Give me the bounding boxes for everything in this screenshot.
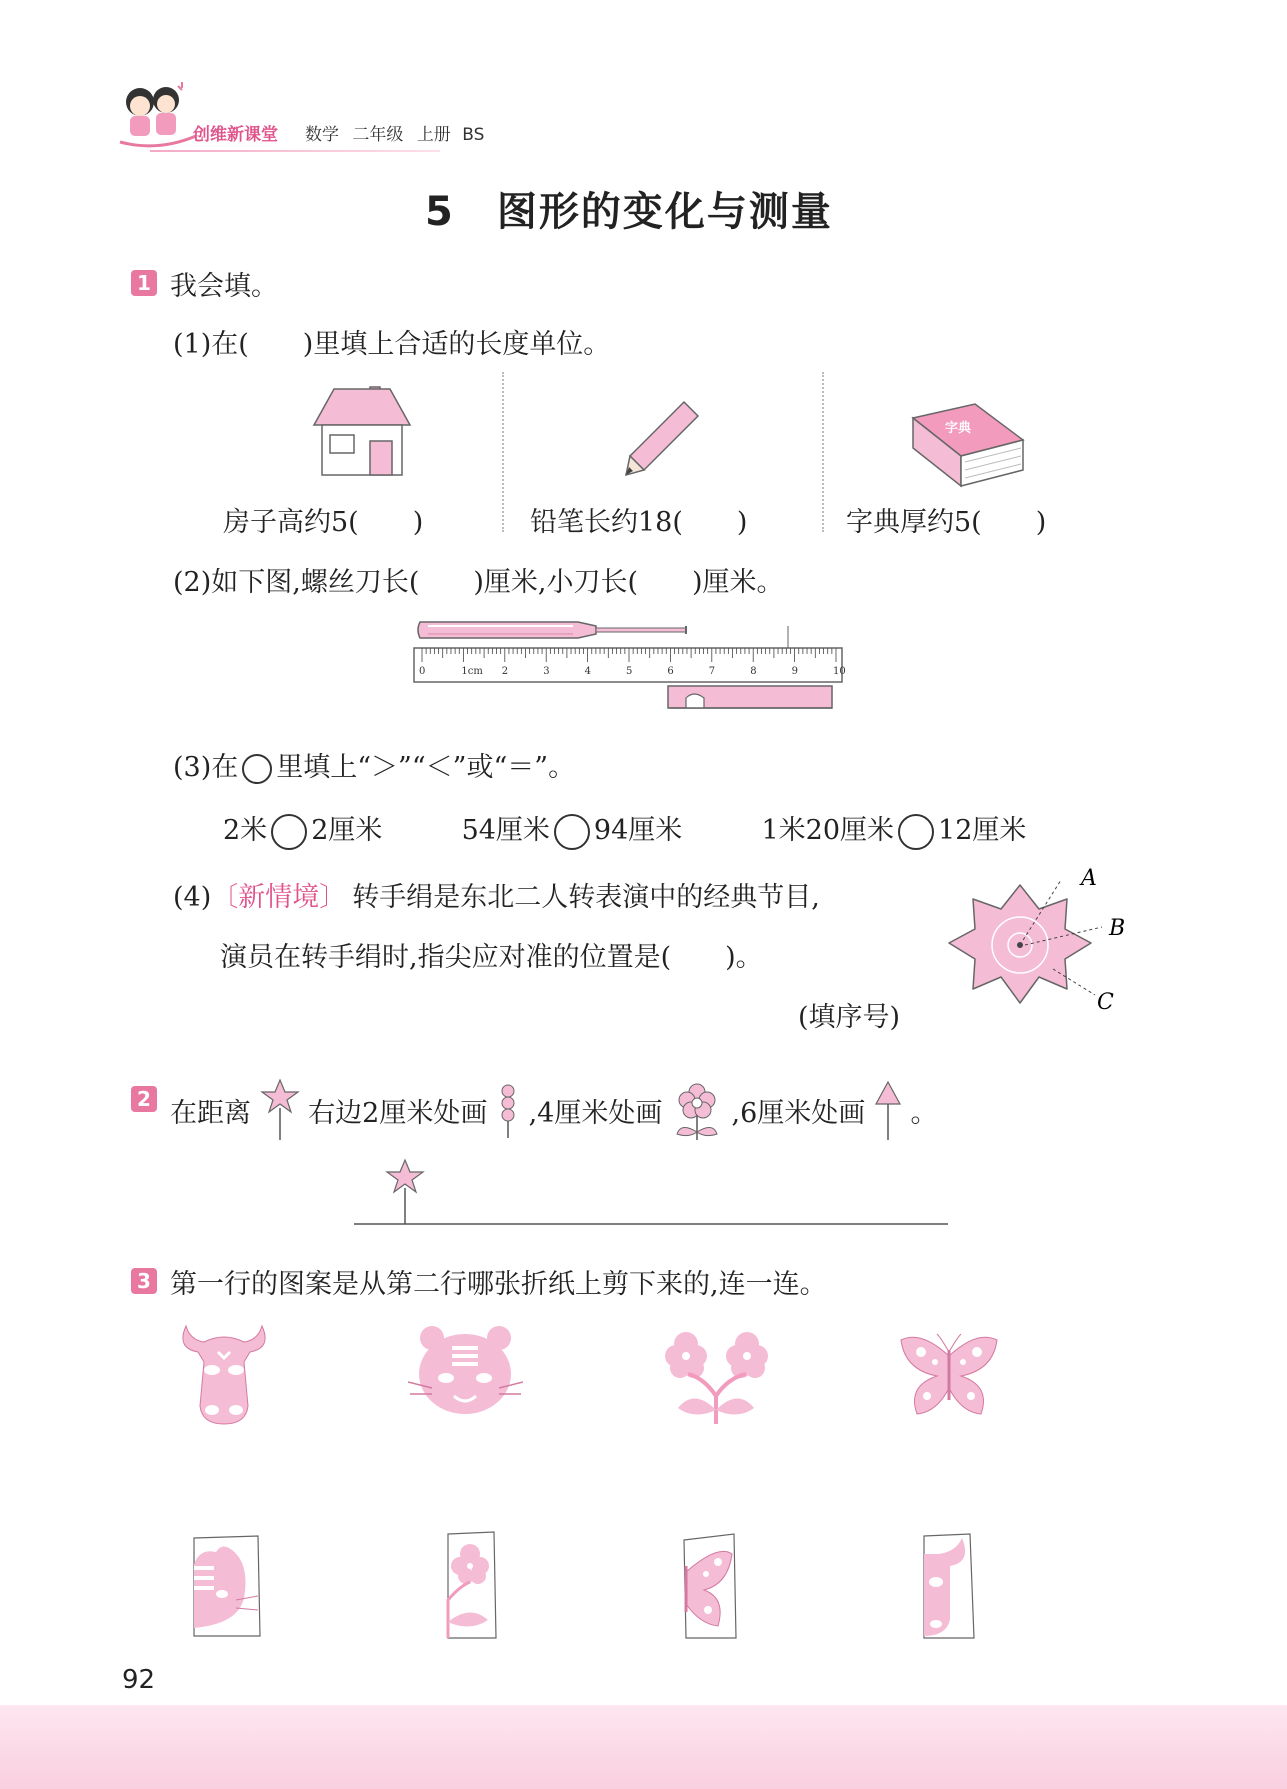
tiger-half-fold[interactable]: [192, 1534, 262, 1638]
page-number: 92: [122, 1665, 156, 1695]
divider: [822, 372, 824, 532]
q1-part4-text1: 转手绢是东北二人转表演中的经典节目,: [352, 882, 820, 913]
question-number-2: 2: [131, 1086, 157, 1112]
ruler-diagram: [408, 612, 848, 718]
ox-papercut[interactable]: [172, 1322, 277, 1426]
header-subject: [305, 120, 484, 145]
header-rule: [150, 150, 440, 152]
label-c: C: [1097, 990, 1114, 1010]
edition: BS: [462, 125, 485, 145]
q1-part4-line2: 演员在转手绢时,指尖应对准的位置是( )。: [220, 942, 763, 973]
q1-part1-text: (1)在( )里填上合适的长度单位。: [173, 329, 611, 360]
house-icon: [312, 383, 412, 478]
pencil-icon: [622, 398, 702, 478]
ruler-tick-label: 10: [833, 666, 846, 677]
ruler-tick-label: 4: [584, 666, 591, 677]
butterfly-half-fold[interactable]: [682, 1532, 740, 1640]
house-height-blank: 房子高约5( ): [223, 507, 424, 538]
ox-half-fold[interactable]: [922, 1532, 980, 1640]
ruler-tick-label: 7: [708, 666, 716, 677]
label-a: A: [1081, 866, 1097, 891]
ruler-tick-label: 3: [543, 666, 550, 677]
q2-text-4: ,6厘米处画: [731, 1098, 866, 1129]
question-number-1: 1: [131, 270, 157, 296]
screwdriver-icon: [418, 622, 686, 638]
compare-circle-icon: [242, 754, 272, 784]
ruler-tick-label: 6: [667, 666, 674, 677]
mascot-kids-icon: [118, 80, 198, 155]
q1-part4-prefix: (4): [173, 882, 212, 913]
comparison-row: [223, 808, 1026, 850]
butterfly-papercut[interactable]: [897, 1330, 1002, 1422]
compare-right-1: 2厘米: [311, 815, 383, 846]
question-2-text: [170, 1078, 937, 1142]
handkerchief-diagram: [945, 865, 1140, 1010]
answer-circle-1[interactable]: [271, 814, 307, 850]
divider: [502, 372, 504, 532]
label-b: B: [1109, 916, 1126, 941]
star-flag-icon: [260, 1078, 300, 1142]
series-brand: 创维新课堂: [193, 125, 278, 145]
answer-circle-3[interactable]: [898, 814, 934, 850]
q1-part3-pre: (3)在: [173, 752, 239, 783]
ruler-tick-label: 2: [501, 666, 509, 677]
q1-part3-text: [173, 745, 575, 784]
pencil-length-blank: 铅笔长约18( ): [530, 507, 748, 538]
dictionary-label: 字典: [945, 421, 972, 436]
ruler-tick-label: 5: [626, 666, 633, 677]
flower-half-fold[interactable]: [446, 1530, 498, 1640]
footer-band: [0, 1705, 1287, 1789]
compare-right-2: 94厘米: [593, 815, 683, 846]
compare-left-1: 2米: [223, 815, 268, 846]
fill-order-hint: (填序号): [798, 1002, 901, 1033]
new-context-tag: 〔新情境〕: [211, 882, 347, 913]
volume: 上册: [416, 125, 451, 145]
ruler-tick-label: 0: [419, 666, 426, 677]
answer-circle-2[interactable]: [554, 814, 590, 850]
flower-papercut[interactable]: [664, 1326, 769, 1426]
dictionary-icon: [905, 400, 1030, 490]
question-3-text: 第一行的图案是从第二行哪张折纸上剪下来的,连一连。: [170, 1269, 827, 1300]
q1-part4-line1: [173, 875, 820, 914]
ruler-tick-label: 8: [750, 666, 757, 677]
q1-part2-text: (2)如下图,螺丝刀长( )厘米,小刀长( )厘米。: [173, 567, 784, 598]
tiger-papercut[interactable]: [408, 1324, 523, 1416]
page-title: 5 图形的变化与测量: [425, 189, 833, 235]
knife-icon: [668, 686, 832, 708]
q2-text-5: 。: [910, 1098, 938, 1129]
triangle-flag-icon: [874, 1080, 902, 1142]
compare-left-3: 1米20厘米: [761, 815, 895, 846]
flower-icon: [671, 1082, 723, 1142]
compare-right-3: 12厘米: [938, 815, 1027, 846]
question-number-3: 3: [131, 1268, 157, 1294]
candied-haws-icon: [496, 1082, 520, 1140]
ruler-tick-label: 1cm: [461, 666, 483, 677]
q2-text-1: 在距离: [170, 1098, 251, 1129]
q1-part3-post: 里填上“＞”“＜”或“＝”。: [276, 752, 576, 783]
subject: 数学: [305, 125, 339, 145]
ruler-tick-label: 9: [791, 666, 798, 677]
grade: 二年级: [352, 125, 404, 145]
q2-text-2: 右边2厘米处画: [308, 1098, 488, 1129]
q2-text-3: ,4厘米处画: [528, 1098, 663, 1129]
dictionary-thickness-blank: 字典厚约5( ): [846, 507, 1047, 538]
question-1-text: 我会填。: [170, 271, 278, 302]
compare-left-2: 54厘米: [461, 815, 550, 846]
drawing-line-area: [350, 1158, 950, 1228]
